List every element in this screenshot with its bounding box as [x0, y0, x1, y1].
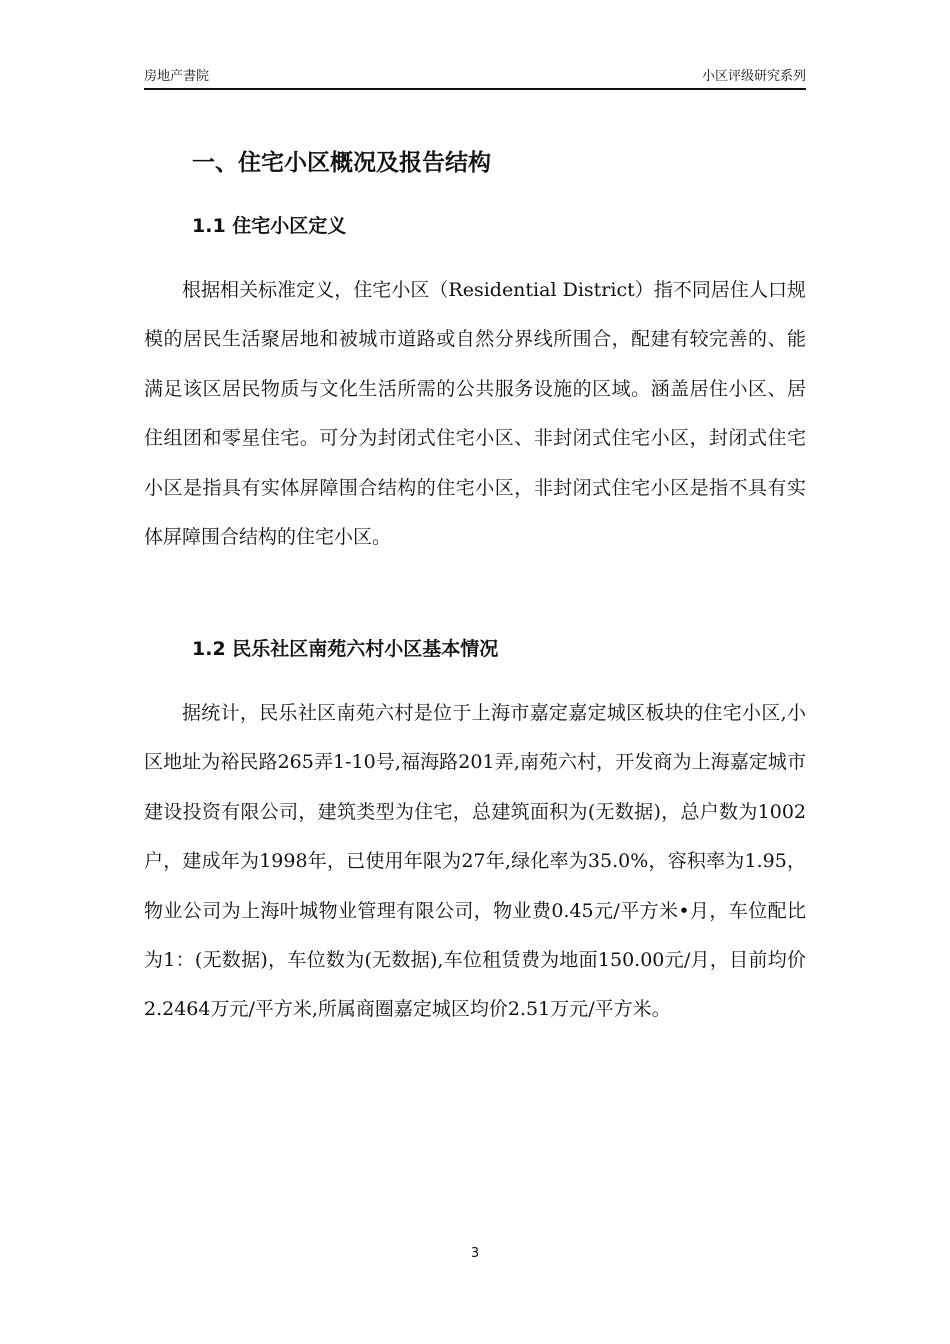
- header-publisher: 房地产書院: [144, 69, 210, 84]
- page-header: [144, 66, 806, 88]
- section-heading-basic-info: 1.2 民乐社区南苑六村小区基本情况: [192, 638, 499, 660]
- section-heading-definition: 1.1 住宅小区定义: [192, 215, 347, 237]
- header-series: 小区评级研究系列: [701, 69, 806, 84]
- page-number: 3: [470, 1246, 480, 1261]
- header-divider: [144, 88, 806, 90]
- section-paragraph-basic-info: 据统计，民乐社区南苑六村是位于上海市嘉定嘉定城区板块的住宅小区,小区地址为裕民路265弄1-10号,福海路201弄,南苑六村，开发商为上海嘉定城市建设投资有限公司，建筑类型为住宅，总建筑面积为(无数据)，总户数为1002户，建成年为1998年，已使用年限为27年,绿化率为35.0%，容积率为1.95，物业公司为上海叶城物业管理有限公司，物业费0.45元/平方米•月，车位配比为1：(无数据)，车位数为(无数据),车位租赁费为地面150.00元/月，目前均价2.2464万元/平方米,所属商圈嘉定城区均价2.51万元/平方米。: [144, 702, 806, 1021]
- section-paragraph-definition: 根据相关标准定义，住宅小区（Residential District）指不同居住人口规模的居民生活聚居地和被城市道路或自然分界线所围合，配建有较完善的、能满足该区居民物质与文化生活所需的公共服务设施的区域。涵盖居住小区、居住组团和零星住宅。可分为封闭式住宅小区、非封闭式住宅小区，封闭式住宅小区是指具有实体屏障围合结构的住宅小区，非封闭式住宅小区是指不具有实体屏障围合结构的住宅小区。: [144, 279, 806, 549]
- chapter-title: 一、住宅小区概况及报告结构: [192, 150, 491, 176]
